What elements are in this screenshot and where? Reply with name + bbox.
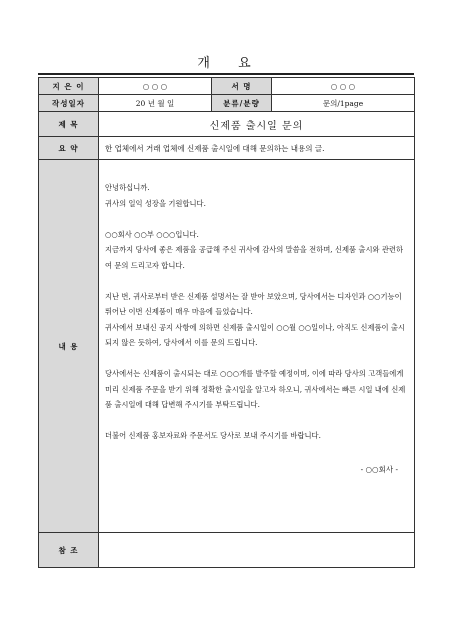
content-paragraph [105, 180, 408, 211]
page-title: 개 요 [197, 56, 253, 71]
content-line: 지금까지 당사에 좋은 제품을 공급해 주신 귀사에 감사의 말씀을 전하며, 신제품 출시와 관련하여 문의 드리고자 합니다. [105, 245, 404, 270]
category-label: 분류/분량 [212, 95, 272, 112]
book-title-value: ○ ○ ○ [272, 78, 415, 95]
content-body [105, 160, 408, 444]
content-line: 지난 번, 귀사로부터 받은 신제품 설명서는 잘 받아 보았으며, 당사에서는 디자인과 ○○기능이 뛰어난 이번 신제품이 매우 마음에 들었습니다. [105, 291, 402, 316]
reference-row [39, 533, 415, 568]
signature: - ○○회사 - [360, 464, 398, 474]
book-title-label: 서 명 [212, 78, 272, 95]
top-rule [38, 73, 414, 75]
content-line: 귀사의 일익 성장을 기원합니다. [105, 198, 206, 208]
reference-label: 참 조 [39, 533, 99, 568]
content-paragraph [105, 428, 408, 444]
subject-row [39, 112, 415, 137]
content-line: 더불어 신제품 홍보자료와 주문서도 당사로 보내 주시기를 바랍니다. [105, 431, 321, 440]
summary-label: 요 약 [39, 137, 99, 160]
subject-value: 신제품 출시일 문의 [99, 112, 415, 137]
author-row [39, 78, 415, 95]
summary-form-table [38, 77, 415, 568]
date-label: 작성일자 [39, 95, 99, 112]
date-value: 20 년 월 일 [99, 95, 212, 112]
content-paragraph [105, 366, 408, 413]
reference-value [99, 533, 415, 568]
content-paragraph [105, 227, 408, 274]
content-paragraph [105, 289, 408, 351]
summary-value: 한 업체에서 거래 업체에 신제품 출시일에 대해 문의하는 내용의 글. [99, 137, 415, 160]
content-line: 안녕하십니까. [105, 183, 150, 192]
content-cell [99, 160, 415, 533]
author-label: 지 은 이 [39, 78, 99, 95]
content-label: 내 용 [39, 160, 99, 533]
content-line: 당사에서는 신제품이 출시되는 대로 ○○○개를 발주할 예정이며, 이에 따라 당사의 고객들에게 미리 신제품 주문을 받기 위해 정확한 출시일을 알고자 하오니, 귀사에서는 빠른 시일 내에 신제품 출시일에 대해 답변해 주시기를 부탁드립니다. [105, 369, 406, 409]
content-line: 귀사에서 보내신 공지 사항에 의하면 신제품 출시일이 ○○월 ○○일이나, 아직도 신제품이 출시되지 않은 듯하여, 당사에서 이를 문의 드립니다. [105, 322, 406, 347]
subject-label: 제 목 [39, 112, 99, 137]
author-value: ○ ○ ○ [99, 78, 212, 95]
content-row [39, 160, 415, 533]
summary-row [39, 137, 415, 160]
category-value: 문의/1page [272, 95, 415, 112]
content-line: ○○회사 ○○부 ○○○입니다. [105, 229, 199, 239]
date-row [39, 95, 415, 112]
